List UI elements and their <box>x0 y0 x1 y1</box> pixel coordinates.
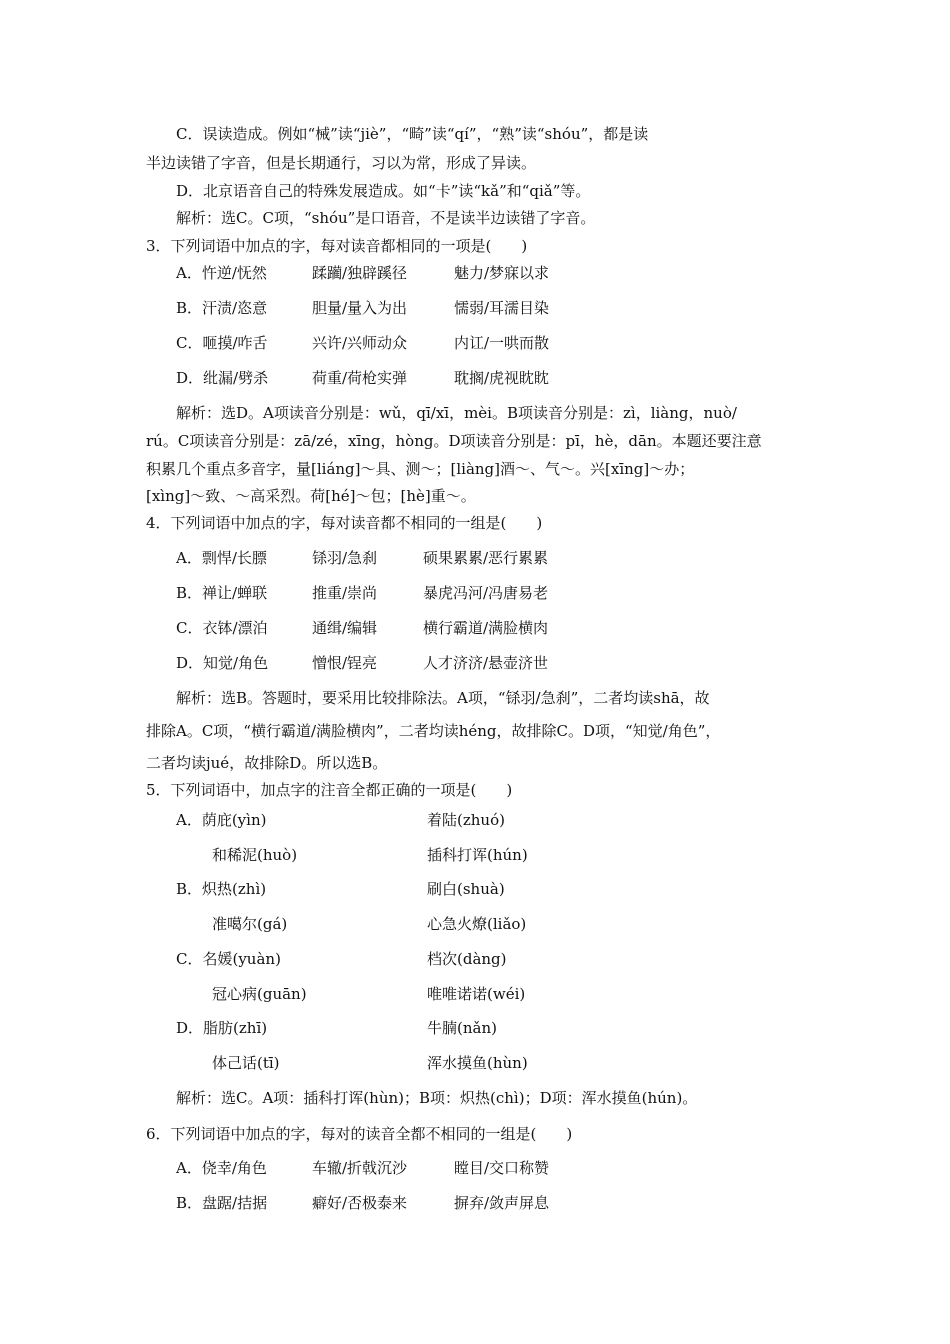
option-text: 耽搁/虎视眈眈 <box>454 369 550 387</box>
option-text: 插科打诨(hún) <box>427 846 528 864</box>
answer-3-line-2: rú。C项读音分别是：zā/zé，xīng，hòng。D项读音分别是：pī，hè，dān。本题还要注意 <box>146 432 762 450</box>
answer-4-line-3: 二者均读jué，故排除D。所以选B。 <box>146 754 388 772</box>
option-text: B．炽热(zhì) <box>176 880 267 898</box>
option-text: 暴虎冯河/冯唐易老 <box>423 584 549 602</box>
question-4: 4．下列词语中加点的字，每对读音都不相同的一组是( ) <box>146 514 543 532</box>
option-text: 癖好/否极泰来 <box>312 1194 408 1212</box>
option-text: 牛腩(nǎn) <box>427 1019 497 1037</box>
option-c-line-1: C．误读造成。例如“械”读“jiè”，“畸”读“qí”，“熟”读“shóu”，都是读 <box>176 125 649 143</box>
answer-4-line-1: 解析：选B。答题时，要采用比较排除法。A项，“铩羽/急刹”，二者均读shā，故 <box>176 689 710 707</box>
option-text: 冠心病(guān) <box>212 985 307 1003</box>
option-c-line-2: 半边读错了字音，但是长期通行，习以为常，形成了异读。 <box>146 154 537 172</box>
option-text: 心急火燎(liǎo) <box>427 915 527 933</box>
option-text: A．荫庇(yìn) <box>176 811 267 829</box>
question-5: 5．下列词语中，加点字的注音全都正确的一项是( ) <box>146 781 513 799</box>
option-text: 瞠目/交口称赞 <box>454 1159 550 1177</box>
option-text: D．脂肪(zhī) <box>176 1019 268 1037</box>
option-text: 浑水摸鱼(hùn) <box>427 1054 528 1072</box>
option-text: 推重/崇尚 <box>312 584 378 602</box>
answer-5: 解析：选C。A项：插科打诨(hùn)；B项：炽热(chì)；D项：浑水摸鱼(hún)。 <box>176 1089 698 1107</box>
option-text: 档次(dàng) <box>427 950 507 968</box>
option-text: B．汗渍/恣意 <box>176 299 268 317</box>
answer-3-line-1: 解析：选D。A项读音分别是：wǔ，qī/xī，mèi。B项读音分别是：zì，liàng，nuò/ <box>176 404 737 422</box>
option-text: 魅力/梦寐以求 <box>454 264 550 282</box>
option-text: A．剽悍/长膘 <box>176 549 267 567</box>
option-text: 摒弃/敛声屏息 <box>454 1194 550 1212</box>
question-6: 6．下列词语中加点的字，每对的读音全都不相同的一组是( ) <box>146 1125 573 1143</box>
option-text: 准噶尔(gá) <box>212 915 288 933</box>
option-text: B．禅让/蝉联 <box>176 584 268 602</box>
option-text: D．知觉/角色 <box>176 654 269 672</box>
answer-3-line-4: [xìng]～致、～高采烈。荷[hé]～包；[hè]重～。 <box>146 487 476 505</box>
option-text: 车辙/折戟沉沙 <box>312 1159 408 1177</box>
option-text: 铩羽/急刹 <box>312 549 378 567</box>
option-text: A．侥幸/角色 <box>176 1159 267 1177</box>
option-text: 人才济济/悬壶济世 <box>423 654 549 672</box>
question-3: 3．下列词语中加点的字，每对读音都相同的一项是( ) <box>146 237 528 255</box>
option-text: 懦弱/耳濡目染 <box>454 299 550 317</box>
answer-2: 解析：选C。C项，“shóu”是口语音，不是读半边读错了字音。 <box>176 209 596 227</box>
option-text: C．名媛(yuàn) <box>176 950 281 968</box>
option-text: 胆量/量入为出 <box>312 299 408 317</box>
option-text: 内讧/一哄而散 <box>454 334 550 352</box>
option-text: C．衣钵/漂泊 <box>176 619 268 637</box>
option-text: 横行霸道/满脸横肉 <box>423 619 549 637</box>
option-text: 唯唯诺诺(wéi) <box>427 985 526 1003</box>
option-text: 刷白(shuà) <box>427 880 505 898</box>
option-text: 荷重/荷枪实弹 <box>312 369 408 387</box>
option-text: D．纰漏/劈杀 <box>176 369 269 387</box>
answer-3-line-3: 积累几个重点多音字，量[liáng]～具、测～；[liàng]酒～、气～。兴[xīng]～办； <box>146 460 695 478</box>
option-text: 体己话(tī) <box>212 1054 280 1072</box>
option-text: 硕果累累/恶行累累 <box>423 549 549 567</box>
option-text: 着陆(zhuó) <box>427 811 505 829</box>
option-text: 和稀泥(huò) <box>212 846 298 864</box>
option-text: B．盘踞/拮据 <box>176 1194 268 1212</box>
option-text: 憎恨/锃亮 <box>312 654 378 672</box>
option-text: A．忤逆/怃然 <box>176 264 267 282</box>
option-text: 蹂躏/独辟蹊径 <box>312 264 408 282</box>
option-text: 兴许/兴师动众 <box>312 334 408 352</box>
option-text: 通缉/编辑 <box>312 619 378 637</box>
option-text: C．咂摸/咋舌 <box>176 334 268 352</box>
option-d-line: D．北京语音自己的特殊发展造成。如“卡”读“kǎ”和“qiǎ”等。 <box>176 182 591 200</box>
answer-4-line-2: 排除A。C项，“横行霸道/满脸横肉”，二者均读héng，故排除C。D项，“知觉/角色”， <box>146 722 721 740</box>
